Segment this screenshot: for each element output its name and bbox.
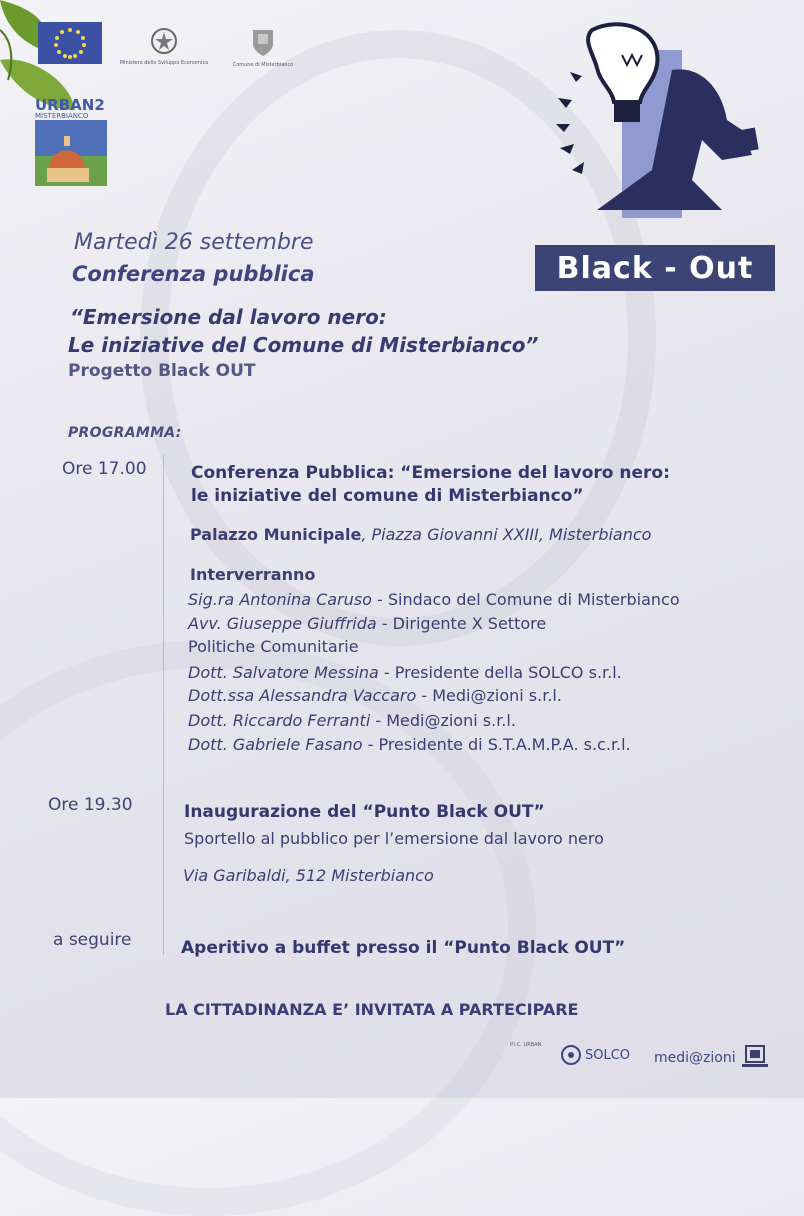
speaker-name: Avv. Giuseppe Giuffrida (188, 614, 377, 633)
solco-circle-icon (560, 1044, 582, 1066)
stampa-logo-icon (740, 1044, 770, 1070)
invitation-line: LA CITTADINANZA E’ INVITATA A PARTECIPARE (165, 1000, 579, 1019)
speaker-role: - Medi@zioni s.r.l. (416, 686, 562, 705)
session-1-title-line1: Conferenza Pubblica: “Emersione del lavoro nero: (191, 463, 670, 483)
session-2-title: Inaugurazione del “Punto Black OUT” (184, 802, 545, 822)
speaker-name: Dott. Riccardo Ferranti (188, 711, 371, 730)
mediazioni-logo: medi@zioni (654, 1050, 736, 1066)
session-3-time: a seguire (53, 930, 132, 950)
speaker-role: - Sindaco del Comune di Misterbianco (371, 590, 680, 609)
speaker-row (188, 686, 562, 705)
republic-star-icon (149, 26, 179, 56)
comune-caption: Comune di Misterbianco (232, 62, 294, 68)
speaker-role: Politiche Comunitarie (188, 637, 359, 656)
speaker-row (188, 614, 546, 633)
footer-pic-urban-caption: P.I.C. URBAN (510, 1042, 542, 1048)
session-2-address: Via Garibaldi, 512 Misterbianco (183, 866, 434, 885)
comune-emblem (220, 26, 306, 68)
session-1-venue (190, 525, 651, 544)
speaker-role: - Dirigente X Settore (376, 614, 547, 633)
speaker-role: - Medi@zioni s.r.l. (370, 711, 516, 730)
venue-name: Palazzo Municipale (190, 525, 362, 544)
urban2-logo (35, 96, 113, 190)
speaker-role: - Presidente di S.T.A.M.P.A. s.c.r.l. (362, 735, 631, 754)
speaker-name: Dott. Salvatore Messina (188, 663, 379, 682)
ministry-emblem (118, 26, 210, 66)
speaker-role: - Presidente della SOLCO s.r.l. (378, 663, 622, 682)
dome-illustration-icon (35, 120, 107, 186)
program-divider (163, 455, 164, 955)
black-out-badge: Black - Out (535, 245, 775, 291)
event-date: Martedì 26 settembre (74, 230, 314, 255)
session-1-time: Ore 17.00 (62, 459, 147, 479)
session-1-title-line2: le iniziative del comune di Misterbianco” (191, 486, 584, 506)
lightbulb-figure-illustration (552, 20, 762, 220)
session-3-title: Aperitivo a buffet presso il “Punto Black OUT” (181, 938, 626, 958)
speaker-name: Sig.ra Antonina Caruso (188, 590, 372, 609)
session-2-description: Sportello al pubblico per l’emersione dal lavoro nero (184, 829, 604, 848)
eu-flag-icon (38, 22, 102, 64)
speaker-name: Dott.ssa Alessandra Vaccaro (188, 686, 417, 705)
programma-heading: PROGRAMMA: (68, 425, 182, 441)
event-subtitle-line1: “Emersione dal lavoro nero: (70, 305, 387, 329)
speaker-row (188, 735, 631, 754)
speaker-name: Dott. Gabriele Fasano (188, 735, 363, 754)
solco-logo-text: SOLCO (585, 1047, 631, 1063)
venue-address: , Piazza Giovanni XXIII, Misterbianco (361, 525, 652, 544)
urban2-logo-sub: MISTERBIANCO (35, 112, 89, 120)
speaker-row (188, 637, 359, 656)
ministry-caption: Ministero dello Sviluppo Economico (119, 60, 209, 66)
speaker-row (188, 711, 516, 730)
event-type: Conferenza pubblica (72, 262, 315, 286)
event-subtitle-line2: Le iniziative del Comune di Misterbianco” (68, 333, 539, 357)
project-name: Progetto Black OUT (68, 361, 256, 381)
urban2-logo-text: URBAN2 (35, 96, 105, 114)
speakers-heading: Interverranno (190, 565, 316, 584)
session-2-time: Ore 19.30 (48, 795, 133, 815)
speaker-row (188, 663, 622, 682)
solco-logo (560, 1044, 630, 1066)
comune-shield-icon (250, 26, 276, 58)
speaker-row (188, 590, 680, 609)
